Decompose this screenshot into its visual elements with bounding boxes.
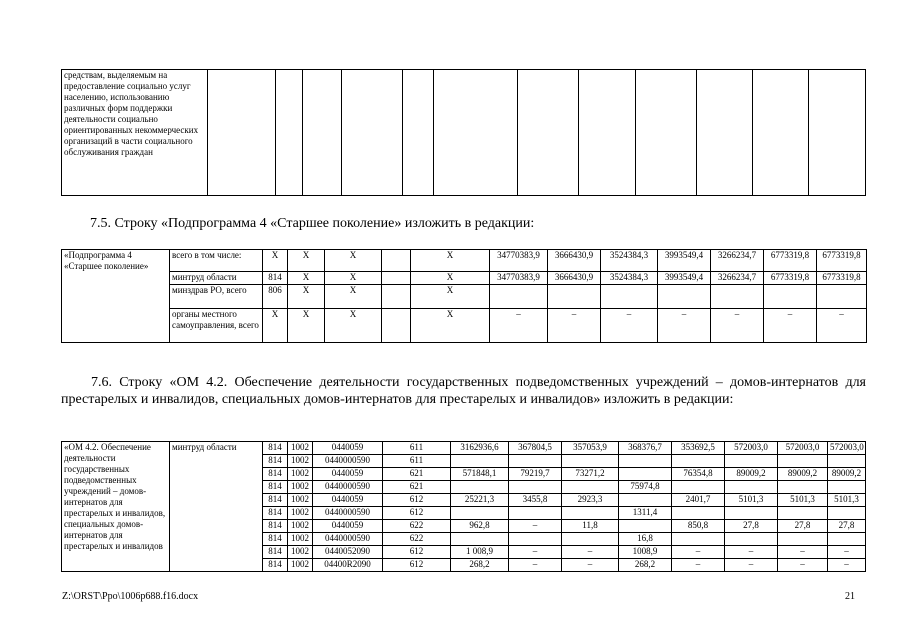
table-cell: –	[509, 546, 562, 559]
table-cell: 806	[263, 285, 288, 309]
table-cell	[658, 285, 711, 309]
table-cell: 3266234,7	[711, 272, 764, 285]
table-cell	[619, 455, 672, 468]
table-cell: 1 008,9	[451, 546, 509, 559]
table-cell: 3993549,4	[658, 250, 711, 272]
table-cell: 0440000590	[313, 533, 383, 546]
table-cell: 04400R2090	[313, 559, 383, 572]
table-cell	[828, 533, 866, 546]
table-cell	[778, 481, 828, 494]
table-cell: 75974,8	[619, 481, 672, 494]
table-cell: –	[764, 309, 817, 343]
table-cell: –	[672, 546, 725, 559]
table-cell: 89009,2	[725, 468, 778, 481]
table-cell: 5101,3	[778, 494, 828, 507]
table-cell: –	[490, 309, 548, 343]
table-cell: 0440052090	[313, 546, 383, 559]
table-cell: 27,8	[778, 520, 828, 533]
table-cell: 571848,1	[451, 468, 509, 481]
table-cell: 1311,4	[619, 507, 672, 520]
table-cell: органы местного самоуправления, всего	[170, 309, 263, 343]
table-cell	[828, 455, 866, 468]
table-cell: 6773319,8	[764, 272, 817, 285]
table-cell: 0440059	[313, 494, 383, 507]
table-cell	[451, 481, 509, 494]
table-cell: –	[672, 559, 725, 572]
table-cell	[562, 455, 619, 468]
om-table	[61, 441, 866, 572]
table-cell: –	[509, 559, 562, 572]
page-number: 21	[845, 591, 855, 602]
table-cell: 814	[263, 468, 288, 481]
table-cell: 27,8	[725, 520, 778, 533]
table-cell	[725, 455, 778, 468]
table-cell: 814	[263, 507, 288, 520]
table-cell: 622	[383, 533, 451, 546]
table-cell	[619, 468, 672, 481]
table-cell	[725, 481, 778, 494]
table-cell: 850,8	[672, 520, 725, 533]
table-cell	[725, 533, 778, 546]
table-cell: X	[325, 250, 382, 272]
table-cell: 621	[383, 481, 451, 494]
om-label: «ОМ 4.2. Обеспечение деятельности государственных подведомственных учреждений – домов-интернатов для престарелых и инвалидов, специальных домов-интернатов для престарелых и инвалидов	[62, 442, 170, 572]
table-cell: 73271,2	[562, 468, 619, 481]
table-cell: 3666430,9	[548, 272, 601, 285]
table-cell: 79219,7	[509, 468, 562, 481]
paragraph-7-5: 7.5. Строку «Подпрограмма 4 «Старшее поколение» изложить в редакции:	[90, 216, 535, 231]
table-cell: 0440059	[313, 468, 383, 481]
table-cell	[778, 533, 828, 546]
table-cell	[382, 309, 411, 343]
table-cell	[672, 533, 725, 546]
table-cell: 11,8	[562, 520, 619, 533]
table-cell: X	[411, 272, 490, 285]
table-cell	[711, 285, 764, 309]
table-cell: 814	[263, 559, 288, 572]
table-cell: 1002	[288, 442, 313, 455]
table-cell	[619, 520, 672, 533]
table-cell	[725, 507, 778, 520]
table-cell: 0440000590	[313, 481, 383, 494]
table-cell: 611	[383, 442, 451, 455]
table-cell: 3666430,9	[548, 250, 601, 272]
table-cell: –	[725, 546, 778, 559]
table-cell: 353692,5	[672, 442, 725, 455]
table-cell: минздрав РО, всего	[170, 285, 263, 309]
table-cell	[490, 285, 548, 309]
table-cell: 3993549,4	[658, 272, 711, 285]
table-cell: X	[325, 285, 382, 309]
table-cell: 0440000590	[313, 455, 383, 468]
table-cell: 3455,8	[509, 494, 562, 507]
table-cell: 16,8	[619, 533, 672, 546]
table-cell: 1002	[288, 455, 313, 468]
table-cell	[764, 285, 817, 309]
table-cell: X	[325, 309, 382, 343]
subprogram-table	[61, 249, 867, 343]
table-cell	[382, 272, 411, 285]
table-cell: 268,2	[451, 559, 509, 572]
table-cell: 572003,0	[828, 442, 866, 455]
executor-label: минтруд области	[170, 442, 263, 572]
table-cell: 368376,7	[619, 442, 672, 455]
table-cell: 1008,9	[619, 546, 672, 559]
table-cell: X	[325, 272, 382, 285]
table-cell	[778, 455, 828, 468]
table-cell: 367804,5	[509, 442, 562, 455]
table-cell	[672, 481, 725, 494]
table-cell: 1002	[288, 533, 313, 546]
table-cell: 5101,3	[725, 494, 778, 507]
table-cell: –	[562, 546, 619, 559]
table-cell: 76354,8	[672, 468, 725, 481]
table-cell: X	[288, 285, 325, 309]
table-cell: 572003,0	[725, 442, 778, 455]
table-cell: X	[263, 309, 288, 343]
table-cell: –	[548, 309, 601, 343]
table-cell	[382, 285, 411, 309]
table-cell	[509, 455, 562, 468]
table-cell: –	[778, 559, 828, 572]
table-cell: 814	[263, 533, 288, 546]
table-cell	[562, 507, 619, 520]
table-cell: X	[411, 250, 490, 272]
table-row	[62, 272, 867, 285]
table-cell: 1002	[288, 468, 313, 481]
table-cell: 1002	[288, 507, 313, 520]
table-cell: 611	[383, 455, 451, 468]
table-cell: 1002	[288, 494, 313, 507]
table-cell: 621	[383, 468, 451, 481]
table-cell: 268,2	[619, 559, 672, 572]
table-cell: X	[288, 250, 325, 272]
table-cell: –	[562, 559, 619, 572]
table-cell: 3524384,3	[601, 272, 658, 285]
table-cell	[509, 533, 562, 546]
table-cell: средствам, выделяемым на предоставление социально услуг населению, использованию различных форм поддержки деятельности социально ориентированных некоммерческих организаций в части социального обслуживания граждан	[62, 70, 208, 196]
table-cell: 89009,2	[828, 468, 866, 481]
table-cell: –	[509, 520, 562, 533]
table-cell	[562, 533, 619, 546]
table-cell: 34770383,9	[490, 250, 548, 272]
table-cell: 3524384,3	[601, 250, 658, 272]
table-cell: 612	[383, 494, 451, 507]
table-cell: 1002	[288, 546, 313, 559]
table-cell: 25221,3	[451, 494, 509, 507]
table-cell: 1002	[288, 559, 313, 572]
table-row	[62, 442, 866, 455]
table-cell: X	[411, 309, 490, 343]
table-cell: 1002	[288, 481, 313, 494]
table-cell: 1002	[288, 520, 313, 533]
table-cell	[509, 507, 562, 520]
table-cell	[382, 250, 411, 272]
table-cell: 612	[383, 507, 451, 520]
table-cell: 34770383,9	[490, 272, 548, 285]
table-cell: 0440059	[313, 520, 383, 533]
table-cell	[451, 507, 509, 520]
table-cell: 5101,3	[828, 494, 866, 507]
table-cell: –	[658, 309, 711, 343]
table-cell	[451, 533, 509, 546]
table-cell	[601, 285, 658, 309]
table-cell	[451, 455, 509, 468]
table-cell: –	[711, 309, 764, 343]
table-cell: 814	[263, 455, 288, 468]
table-cell	[509, 481, 562, 494]
table-cell: 2401,7	[672, 494, 725, 507]
table-cell: 612	[383, 546, 451, 559]
table-cell	[778, 507, 828, 520]
table-cell: 814	[263, 494, 288, 507]
table-cell: X	[263, 250, 288, 272]
table-cell: 27,8	[828, 520, 866, 533]
paragraph-7-6: 7.6. Строку «ОМ 4.2. Обеспечение деятельности государственных подведомственных учреждений – домов-интернатов для престарелых и инвалидов, специальных домов-интернатов для престарелых и инвалидов» изложить в редакции:	[61, 375, 866, 407]
table-cell: 6773319,8	[764, 250, 817, 272]
table-row	[62, 70, 866, 196]
table-cell: X	[411, 285, 490, 309]
table-cell: –	[828, 546, 866, 559]
table-cell: –	[828, 559, 866, 572]
table-cell: 814	[263, 520, 288, 533]
table-cell: 2923,3	[562, 494, 619, 507]
table-cell: 89009,2	[778, 468, 828, 481]
file-path: Z:\ORST\Ppo\1006p688.f16.docx	[62, 591, 199, 602]
table-cell: 572003,0	[778, 442, 828, 455]
table-cell	[619, 494, 672, 507]
table-cell: минтруд области	[170, 272, 263, 285]
table-cell: 814	[263, 272, 288, 285]
table-cell: 3266234,7	[711, 250, 764, 272]
table-cell: –	[817, 309, 867, 343]
table-row	[62, 285, 867, 309]
subprogram-label: «Подпрограмма 4 «Старшее поколение»	[62, 250, 170, 343]
table-cell	[562, 481, 619, 494]
table-cell: 814	[263, 546, 288, 559]
table-cell: всего в том числе:	[170, 250, 263, 272]
table-cell	[672, 507, 725, 520]
table-cell	[548, 285, 601, 309]
table-cell	[672, 455, 725, 468]
table-row	[62, 250, 867, 272]
table-cell	[828, 481, 866, 494]
table-continuation	[61, 69, 866, 196]
table-cell	[817, 285, 867, 309]
table-row	[62, 309, 867, 343]
table-cell: 612	[383, 559, 451, 572]
table-cell: 6773319,8	[817, 250, 867, 272]
table-cell: 0440000590	[313, 507, 383, 520]
table-cell: 6773319,8	[817, 272, 867, 285]
table-cell: –	[778, 546, 828, 559]
table-cell: –	[725, 559, 778, 572]
table-cell: 814	[263, 442, 288, 455]
table-cell: 3162936,6	[451, 442, 509, 455]
table-cell: X	[288, 309, 325, 343]
table-cell: 0440059	[313, 442, 383, 455]
table-cell	[828, 507, 866, 520]
table-cell: 962,8	[451, 520, 509, 533]
table-cell: X	[288, 272, 325, 285]
table-cell: 814	[263, 481, 288, 494]
table-cell: –	[601, 309, 658, 343]
table-cell: 622	[383, 520, 451, 533]
table-cell: 357053,9	[562, 442, 619, 455]
